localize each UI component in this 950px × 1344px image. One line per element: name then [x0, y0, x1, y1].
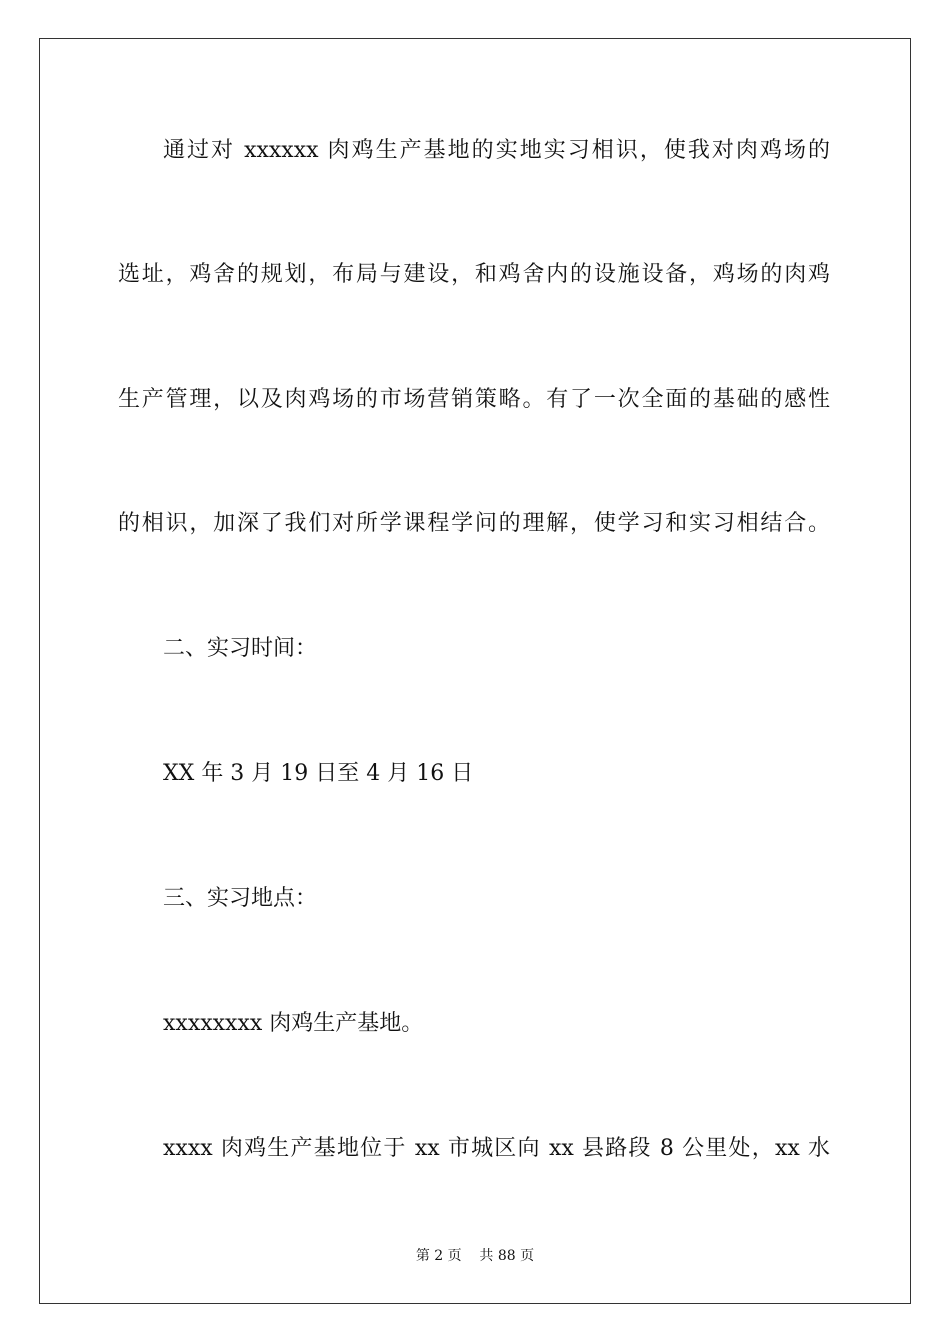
internship-location: xxxxxxxx 肉鸡生产基地。	[163, 1011, 424, 1036]
location-description-line: xxxx 肉鸡生产基地位于 xx 市城区向 xx 县路段 8 公里处，xx 水	[163, 1136, 830, 1161]
internship-dates: XX 年 3 月 19 日至 4 月 16 日	[163, 761, 474, 786]
paragraph-line-2: 选址，鸡舍的规划，布局与建设，和鸡舍内的设施设备，鸡场的肉鸡	[118, 262, 830, 287]
page-border	[39, 38, 911, 1304]
paragraph-line-3: 生产管理，以及肉鸡场的市场营销策略。有了一次全面的基础的感性	[118, 387, 830, 412]
paragraph-line-1: 通过对 xxxxxx 肉鸡生产基地的实地实习相识，使我对肉鸡场的	[163, 138, 830, 163]
section-heading-time: 二、实习时间：	[163, 636, 318, 661]
paragraph-line-4: 的相识，加深了我们对所学课程学问的理解，使学习和实习相结合。	[118, 511, 830, 536]
section-heading-location: 三、实习地点：	[163, 886, 318, 911]
page-number-footer: 第 2 页 共 88 页	[415, 1248, 535, 1264]
